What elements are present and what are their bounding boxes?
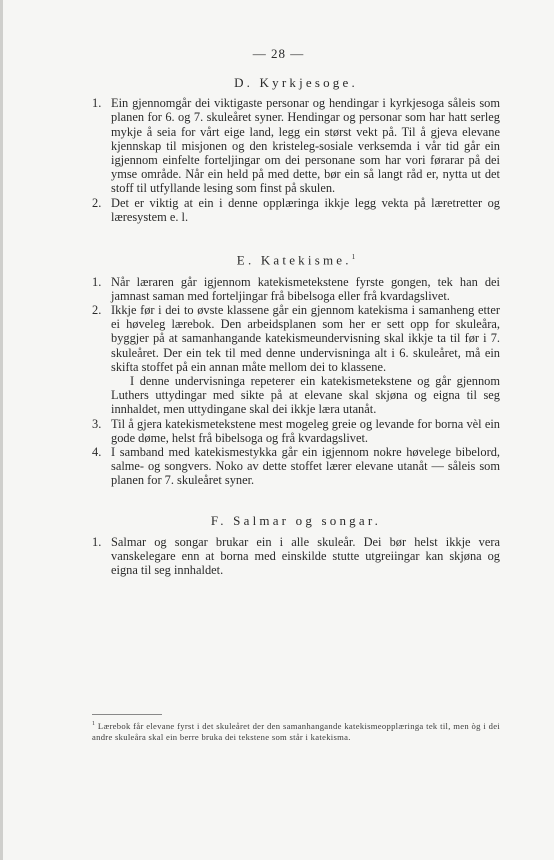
item-text: Til å gjera katekismetekstene mest mogeleg greie og levande for borna vèl ein gode døme, helst frå bibelsoga og frå kvardagslivet. xyxy=(111,416,500,445)
page-number: — 28 — xyxy=(252,46,305,61)
item-number: 2. xyxy=(92,195,102,210)
item-text: Når læraren går igjennom katekismetekstene fyrste gongen, tek han dei jamnast saman med forteljingar frå bibelsoga eller frå kvardagslivet. xyxy=(111,274,500,303)
list-item xyxy=(92,96,500,195)
list-item xyxy=(92,275,500,303)
item-number: 1. xyxy=(92,96,102,111)
item-number: 1. xyxy=(92,274,102,289)
item-number: 4. xyxy=(92,445,102,459)
footnote-number: 1 xyxy=(92,721,96,727)
footnote-divider xyxy=(92,714,162,715)
section-salmar-og-songar xyxy=(92,514,500,578)
item-text: Ikkje før i dei to øvste klassene går ein gjennom katekisma i samanheng etter ei høveleg lærebok. Den arbeidsplanen som her er sett opp for skuleåra, byggjer på at samanhangande katekismeundervisning skal ikkje ta til før i 7. skuleåret. Der ein tek til med denne undervisninga alt i 6. skuleåret, må ein skifta stoffet på ein annan måte mellom dei to klassene. xyxy=(111,302,500,374)
footnote-marker: 1 xyxy=(351,253,356,262)
item-text: Ein gjennomgår dei viktigaste personar og hendingar i kyrkjesoga såleis som planen for 6. og 7. skuleåret syner. Hendingar og personar som har hatt serleg mykje å seia for vårt eige land, legg ein størst vekt på. Til å gjeva elevane kjennskap til misjonen og den kristeleg-sosiale verksemda i vår tid går ein igjennom einfelte forteljingar om dei personane som har vori førarar på dei ymse område. Når ein held på med dette, bør ein så langt råd er, nytta ut det stoff til utfyllande lesing som finst på skulen. xyxy=(111,96,500,196)
list-item xyxy=(92,196,500,224)
item-text: Salmar og songar brukar ein i alle skuleår. Dei bør helst ikkje vera vanskelegare enn at borna med einskilde stutte utgreiingar kan skjøna og eigna til seg innhaldet. xyxy=(111,534,500,578)
section-heading-salmar: F. Salmar og songar. xyxy=(210,512,382,528)
item-number: 1. xyxy=(92,534,102,549)
item-number: 2. xyxy=(92,302,102,317)
item-text: I samband med katekismestykka går ein igjennom nokre høvelege bibelord, salme- og songvers. Noko av dette stoffet lærer elevane utanåt — såleis som planen for 7. skuleåret syner. xyxy=(111,445,500,488)
item-number: 3. xyxy=(92,416,102,431)
page-content xyxy=(92,70,500,577)
list-item xyxy=(92,417,500,445)
list-item xyxy=(92,445,500,488)
footnote xyxy=(92,719,500,743)
item-text: Det er viktig at ein i denne opplæringa ikkje legg vekta på læretretter og læresystem e. l. xyxy=(111,195,500,224)
item-paragraph: I denne undervisninga repeterer ein katekismetekstene og går gjennom Luthers uttydingar med sikte på at elevane skal skjøna og eigna til seg innhaldet, men uttydingane skal dei ikkje læra utanåt. xyxy=(111,373,500,417)
section-heading-katekisme-text: E. Katekisme. xyxy=(236,252,352,268)
list-item xyxy=(92,303,500,417)
section-heading-kyrkjesoge: D. Kyrkjesoge. xyxy=(234,75,358,90)
section-kyrkjesoge xyxy=(92,76,500,224)
list-item xyxy=(92,535,500,578)
section-katekisme xyxy=(92,250,500,488)
section-heading-katekisme xyxy=(92,250,500,268)
footnote-text: Lærebok får elevane fyrst i det skuleåret der den samanhangande katekismeopplæringa tek til, men òg i dei andre skuleåra skal ein berre bruka dei tekstene som står i katekisma. xyxy=(92,720,501,742)
